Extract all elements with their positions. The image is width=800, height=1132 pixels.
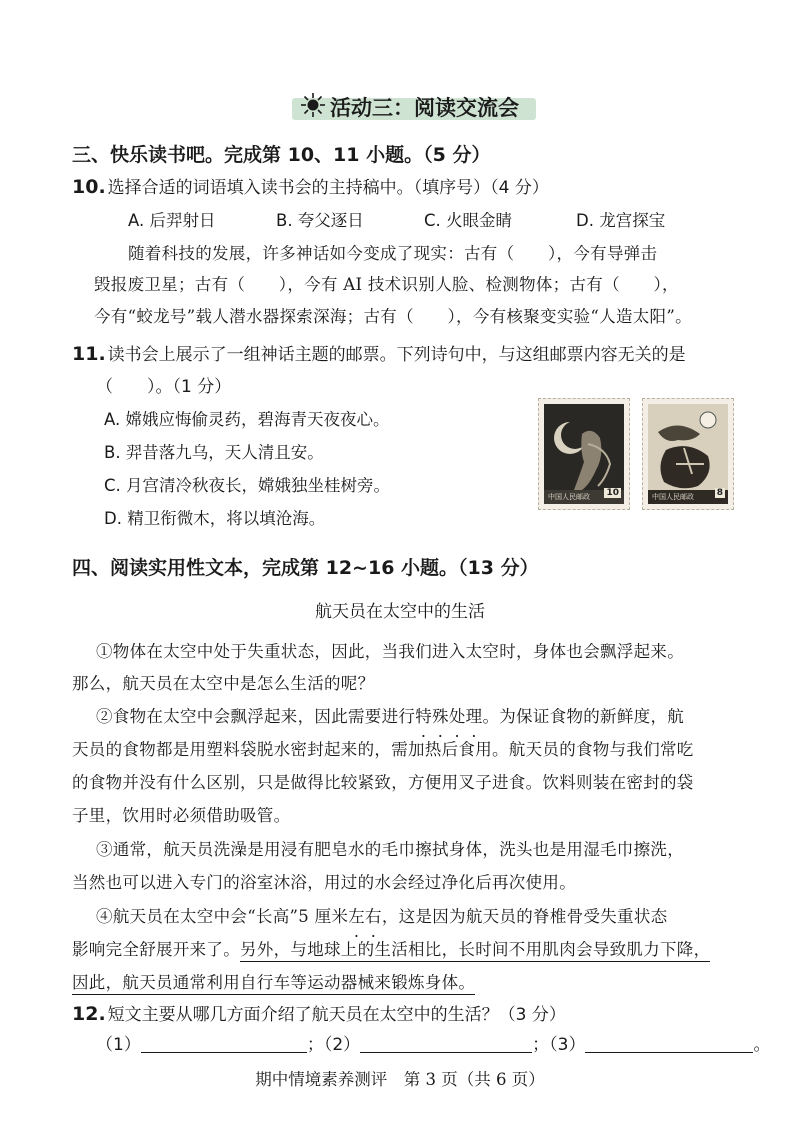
page-footer: 期中情境素养测评 第 3 页（共 6 页） — [255, 1070, 545, 1089]
text-segment: 影响完全舒展开来了。 — [72, 940, 240, 959]
dotted-phrase — [415, 707, 482, 726]
myth-stamp-1 — [538, 398, 630, 510]
answer-blank-2[interactable] — [360, 1034, 532, 1053]
q12-stem: 短文主要从哪几方面介绍了航天员在太空中的生活？（3 分） — [107, 1005, 566, 1025]
sun-icon — [300, 92, 326, 118]
q11-option-c: C. 月宫清冷秋夜长，嫦娥独坐桂树旁。 — [104, 476, 391, 495]
emphasis-char: 处 — [448, 707, 466, 726]
text-segment: 。为保证食物的新鲜度，航 — [482, 707, 685, 726]
article-line: 天员的食物都是用塑料袋脱水密封起来的，需加热后食用。航天员的食物与我们常吃 — [72, 740, 694, 759]
emphasis-char: 左 — [348, 907, 366, 926]
q11-option-d: D. 精卫衔微木，将以填沧海。 — [104, 509, 326, 528]
q11-number: 11. — [72, 343, 106, 365]
article-line — [72, 969, 475, 993]
emphasis-char: 特 — [415, 707, 433, 726]
emphasis-char: 右 — [365, 907, 382, 926]
stamp-country: 中国人民邮政 — [652, 493, 694, 501]
q11-option-b: B. 羿昔落九乌，天人清且安。 — [104, 443, 324, 462]
blank-label-1: （1） — [96, 1035, 141, 1055]
text-segment: ，这是因为航天员的脊椎骨受失重状态 — [381, 907, 668, 926]
q12-number: 12. — [72, 1003, 106, 1025]
q12-stem-line — [72, 1000, 566, 1025]
underlined-sentence: 另外，与地球上的生活相比，长时间不用肌肉会导致肌力下降， — [240, 940, 710, 962]
article-line — [96, 703, 684, 727]
q10-stem-line — [72, 173, 549, 198]
q12-answer-line — [96, 1030, 770, 1055]
q11-stem: 读书会上展示了一组神话主题的邮票。下列诗句中，与这组邮票内容无关的是 — [107, 345, 686, 365]
stamp-artwork — [648, 404, 728, 504]
article-line: 子里，饮用时必须借助吸管。 — [72, 806, 291, 825]
q10-option-d: D. 龙宫探宝 — [576, 211, 666, 230]
article-line: ①物体在太空中处于失重状态，因此，当我们进入太空时，身体也会飘浮起来。 — [96, 642, 684, 661]
stamp-artwork — [544, 404, 624, 504]
q10-number: 10. — [72, 176, 106, 198]
q10-option-b: B. 夸父逐日 — [276, 211, 364, 230]
q11-option-a: A. 嫦娥应悔偷灵药，碧海青天夜夜心。 — [104, 410, 390, 429]
text-segment: ②食物在太空中会飘浮起来，因此需要进行 — [96, 707, 416, 726]
banner-title: 活动三：阅读交流会 — [330, 96, 519, 120]
article-line: 当然也可以进入专门的浴室沐浴，用过的水会经过净化后再次使用。 — [72, 873, 576, 892]
answer-blank-3[interactable] — [585, 1034, 753, 1053]
q10-option-c: C. 火眼金睛 — [424, 211, 513, 230]
article-line: 那么，航天员在太空中是怎么生活的呢？ — [72, 674, 375, 693]
emphasis-char: 殊 — [432, 707, 449, 726]
q10-passage-line: 毁报废卫星；古有（ ），今有 AI 技术识别人脸、检测物体；古有（ ）， — [94, 275, 679, 294]
blank-label-2: ；（2） — [306, 1035, 361, 1055]
article-line: 的食物并没有什么区别，只是做得比较紧致，方便用叉子进食。饮料则装在密封的袋 — [72, 773, 694, 792]
underlined-sentence: 因此，航天员通常利用自行车等运动器械来锻炼身体。 — [72, 973, 475, 995]
q11-stem-line — [72, 340, 686, 365]
activity-banner — [292, 90, 536, 120]
emphasis-char: 理 — [465, 707, 483, 726]
q11-stem-cont: （ ）。（1 分） — [96, 377, 232, 397]
q10-passage-line: 今有“蛟龙号”载人潜水器探索深海；古有（ ），今有核聚变实验“人造太阳”。 — [94, 307, 692, 326]
q10-passage-line: 随着科技的发展，许多神话如今变成了现实：古有（ ），今有导弹击 — [128, 244, 658, 263]
article-line — [72, 936, 710, 960]
section3-heading: 三、快乐读书吧。完成第 10、11 小题。（5 分） — [72, 144, 491, 166]
q10-stem: 选择合适的词语填入读书会的主持稿中。（填序号）（4 分） — [107, 178, 549, 198]
dotted-phrase — [348, 907, 382, 926]
article-line — [96, 903, 667, 927]
myth-stamp-2 — [642, 398, 734, 510]
section4-heading: 四、阅读实用性文本，完成第 12~16 小题。（13 分） — [72, 557, 539, 579]
q10-option-a: A. 后羿射日 — [128, 211, 216, 230]
answer-blank-1[interactable] — [141, 1034, 307, 1053]
stamp-value: 10 — [606, 488, 619, 498]
stamp-country: 中国人民邮政 — [548, 493, 590, 501]
stamp-value: 8 — [716, 488, 723, 498]
article-title: 航天员在太空中的生活 — [315, 602, 485, 622]
article-line: ③通常，航天员洗澡是用浸有肥皂水的毛巾擦拭身体，洗头也是用湿毛巾擦洗， — [96, 840, 684, 859]
blank-label-3: ；（3） — [532, 1035, 586, 1055]
text-segment: ④航天员在太空中会“长高”5 厘米 — [96, 907, 349, 926]
blank-end: 。 — [753, 1035, 771, 1055]
